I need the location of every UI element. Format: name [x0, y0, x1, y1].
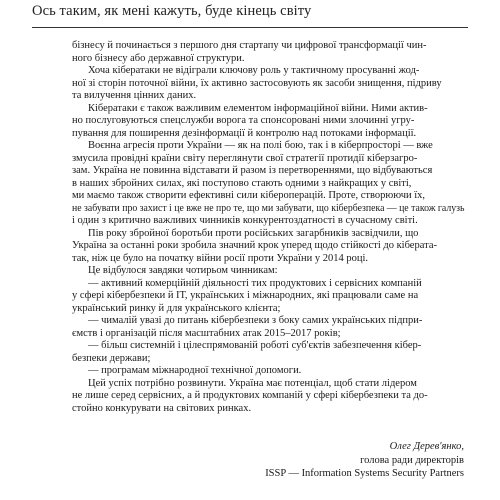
text-line: зам. Україна не повинна відставати й разом із перетвореннями, що відбуваються	[72, 165, 433, 176]
text-line: Кібератаки є також важливим елементом інформаційної війни. Ними актив-	[88, 102, 428, 114]
text-line: так, ніж це було на початку війни росії проти України у 2014 році.	[72, 252, 368, 264]
text-line: но послуговуються спецслужби ворога та спонсоровані ними злочинні угру-	[72, 115, 415, 126]
text-line: пування для поширення дезінформації й контролю над потоками інформації.	[72, 127, 417, 139]
text-line: Пів року збройної боротьби проти російських загарбників засвідчили, що	[88, 227, 419, 239]
text-line: — чималій увазі до питань кібербезпеки з боку самих українських підпри-	[88, 315, 423, 326]
body-text	[72, 40, 464, 415]
header-rule	[32, 27, 468, 28]
text-line: Україна за останні роки зробила значний крок уперед щодо стійкості до кіберата-	[72, 240, 437, 251]
text-line: в наших збройних силах, які поступово стають одними з найкращих у світі,	[72, 177, 412, 189]
signature-role: голова ради директорів	[360, 454, 464, 466]
text-line: Хоча кібератаки не відіграли ключову роль у тактичному просуванні жод-	[88, 65, 420, 76]
text-line: — більш системній і цілеспрямованій роботі суб'єктів забезпечення кібер-	[88, 340, 422, 351]
text-line: стойно конкурувати на світових ринках.	[72, 402, 252, 414]
text-line: безпеки держави;	[72, 352, 151, 364]
text-line: у сфері кібербезпеки й ІТ, українських і міжнародних, які працювали саме на	[72, 290, 419, 301]
running-head-title: Ось таким, як мені кажуть, буде кінець світу	[32, 3, 312, 19]
text-line: змусила провідні країни світу переглянути свої стратегії протидії кіберзагро-	[72, 152, 418, 164]
text-line: Воєнна агресія проти України — як на полі бою, так і в кіберпросторі — вже	[88, 140, 433, 151]
text-line: ної зі сторін поточної війни, їх активно застосовують як засоби знищення, підриву	[72, 77, 442, 89]
text-line: Це відбулося завдяки чотирьом чинникам:	[88, 265, 278, 276]
text-line: і один з критично важливих чинників конкурентоздатності в сучасному світі.	[72, 215, 418, 226]
signature-company: ISSP — Information Systems Security Partners	[265, 468, 464, 479]
text-line: ємств і організацій після масштабних атак 2015–2017 років;	[72, 327, 341, 339]
text-line: ми маємо також створити ефективні сили кібероперацій. Проте, створюючи їх,	[72, 190, 426, 201]
text-line: Цей успіх потрібно розвинути. Україна має потенціал, щоб стати лідером	[88, 377, 417, 389]
text-line: та вилучення цінних даних.	[72, 90, 197, 101]
text-line: бізнесу й починається з першого дня стартапу чи цифрової трансформації чин-	[72, 40, 427, 51]
text-line: — програмам міжнародної технічної допомоги.	[88, 365, 302, 376]
signature-name: Олег Дерев'янко,	[389, 441, 464, 452]
text-line: не лише серед сервісних, а й продуктових компаній у сфері кібербезпеки та до-	[72, 390, 428, 401]
text-line: ного бізнесу або державної структури.	[72, 52, 245, 64]
signature-block	[164, 440, 464, 481]
text-line: — активний комерційній діяльності тих продуктових і сервісних компаній	[88, 277, 422, 289]
text-line: український ринку й для українського клієнта;	[72, 302, 281, 314]
text-line: не забувати про захист і це вже не про те, що ми забувати, що кібербезпека — це також галузь	[72, 202, 465, 214]
